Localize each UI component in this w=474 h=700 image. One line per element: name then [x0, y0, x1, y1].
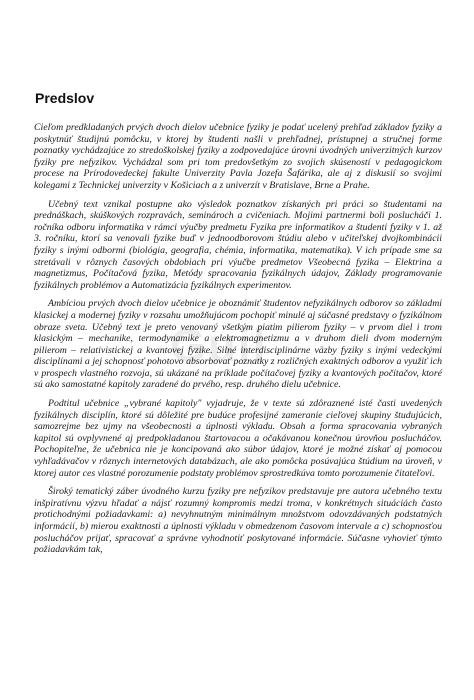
- body-text: [34, 122, 442, 563]
- page-title: Predslov: [35, 90, 95, 106]
- paragraph-3: Ambíciou prvých dvoch dielov učebnice je oboznámiť študentov nefyzikálnych odborov so základmi klasickej a modernej fyziky v rozsahu umožňujúcom pochopiť minulé aj súčasné predstavy o fyzikálnom obraze sveta. Učebný text je preto venovaný všetkým piatim pilierom fyziky – v prvom diel i trom klasickým – mechanike, termodynamike a elektromagnetizmu a v druhom dieli dvom moderným pilierom – relativistickej a kvantovej fyzike. Silné interdisciplinárne väzby fyziky s inými vedeckými disciplínami a jej schopnosť pohotovo absorbovať poznatky z rozličných exaktných odborov a využiť ich v prospech vlastného rozvoja, sú ukázané na príklade počítačovej fyziky a kvantových počítačov, ktoré sú ako samostatné kapitoly zaradené do prvého, resp. druhého dielu učebnice.: [34, 298, 442, 391]
- paragraph-2: Učebný text vznikal postupne ako výsledok poznatkov získaných pri práci so študentami na prednáškach, skúškových rozpravách, seminároch a cvičeniach. Mojimi partnermi boli poslucháči 1. ročníka odboru informatika v rámci výučby predmetu Fyzika pre informatikov a študenti fyziky v 1. až 3. ročníku, ktorí sa venovali fyzike buď v jednoodborovom štúdiu alebo v učiteľskej dvojkombinácii fyziky s inými odbormi (biológia, geografia, chémia, informatika, matematika). V ich prípade sme sa stretávali v rôznych časových obdobiach pri výučbe predmetov Všeobecná fyzika – Elektrina a magnetizmus, Počítačová fyzika, Metódy spracovania fyzikálnych údajov, Základy programovanie fyzikálnych problémov a Automatizácia fyzikálnych experimentov.: [34, 198, 442, 291]
- paragraph-5: Široký tematický záber úvodného kurzu fyziky pre nefyzikov predstavuje pre autora učebného textu inšpiratívnu výzvu hľadať a nájsť rozumný kompromis medzi troma, v konkrétnych situáciách často protichodnými požiadavkami: a) nevyhnutným minimálnym množstvom odovzdávaných podstatných informácií, b) mierou exaktnosti a úplnosti výkladu v obmedzenom časovom intervale a c) schopnosťou poslucháčov prijať, spracovať a správne vyhodnotiť poskytované informácie. Súčasne vyhovieť týmto požiadavkám tak,: [34, 486, 442, 556]
- paragraph-1: Cieľom predkladaných prvých dvoch dielov učebnice fyziky je podať ucelený prehľad základov fyziky a poskytnúť študijnú pomôcku, v ktorej by študenti našli v prehľadnej, prístupnej a stručnej forme poznatky vychádzajúce zo stredoškolskej fyziky a zodpovedajúce úrovni úvodných univerzitných kurzov fyziky pre nefyzikov. Vychádzal som pri tom predovšetkým zo svojich skúseností v pedagogickom procese na Prírodovedeckej fakulte Univerzity Pavla Jozefa Šafárika, ale aj z diskusií so svojimi kolegami z Technickej univerzity v Košiciach a z univerzít v Bratislave, Brne a Prahe.: [34, 122, 442, 191]
- paragraph-4: Podtitul učebnice „vybrané kapitoly" vyjadruje, že v texte sú zdôraznené isté časti uvedených fyzikálnych disciplín, ktoré sú dôležité pre budúce profesijné zameranie cieľovej skupiny študujúcich, samozrejme bez ujmy na všeobecnosti a úplnosti výkladu. Obsah a forma spracovania vybraných kapitol sú ovplyvnené aj predpokladanou štartovacou a očakávanou konečnou úrovňou poslucháčov. Pochopiteľne, že učebnica nie je koncipovaná ako súbor údajov, ktoré je možné získať aj pomocou vyhľadávačov v rôznych internetových databázach, ale ako pomôcka posúvajúca štúdium na úroveň, v ktorej autor ces vlastné porozumenie podstaty problémov sprostredkúva tomto porozumenie čitateľovi.: [34, 398, 442, 479]
- watermark-logo: Guil: [170, 319, 268, 371]
